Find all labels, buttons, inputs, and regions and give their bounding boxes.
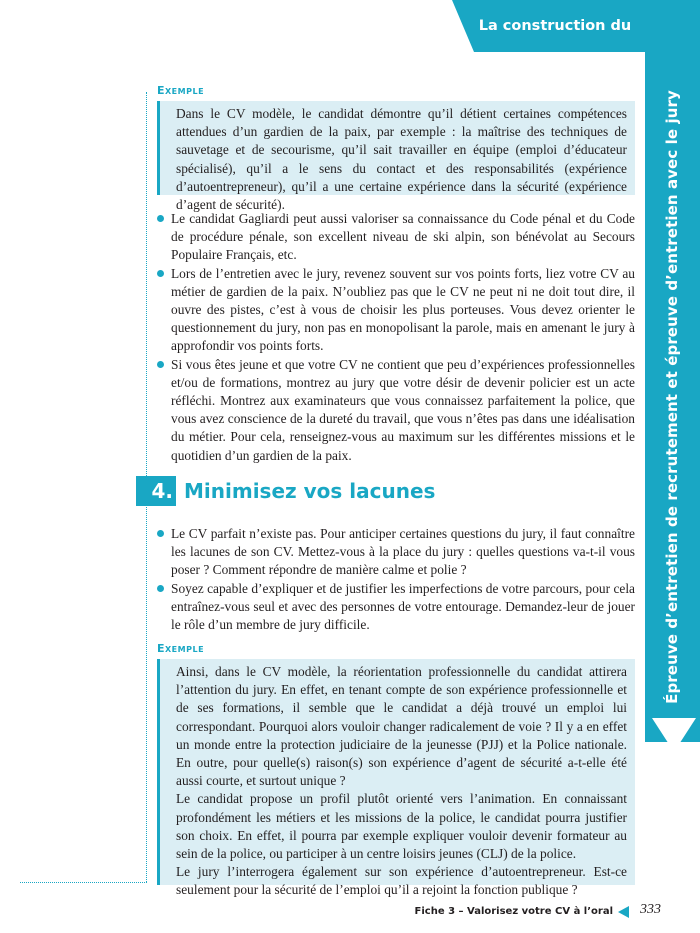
example-box xyxy=(157,659,635,898)
example-paragraph: Le jury l’interrogera également sur son expérience d’autoentrepreneur. Est-ce seulement pour la sécurité de l’emploi qu’il a rejoint la fonction publique ? xyxy=(176,864,627,898)
list-item xyxy=(157,356,635,465)
bullet-dot-icon xyxy=(157,361,164,368)
example-text: Dans le CV modèle, le candidat démontre qu’il détient certaines compétences attendues d’un gardien de la paix, par exemple : la maîtrise des techniques de sauvetage et de secourisme, qu’il sait travailler en équipe (emploi d’éducateur spécialisé), qu’il a le sens du contact et des responsabilités (expérience d’autoentrepreneur), qu’il a une certaine expérience dans la sécurité (expérience d’agent de sécurité). xyxy=(176,106,627,213)
list-item-text: Le candidat Gagliardi peut aussi valoriser sa connaissance du Code pénal et du Code de procédure pénale, son excellent niveau de ski alpin, son bénévolat au Secours Populaire Français, etc. xyxy=(171,211,635,263)
bullet-list xyxy=(157,525,635,634)
bullet-list xyxy=(157,210,635,465)
dotted-guide-horizontal xyxy=(20,882,147,883)
list-item-text: Soyez capable d’expliquer et de justifier les imperfections de votre parcours, pour cela entraînez-vous seul et avec des personnes de votre entourage. Demandez-leur de jouer le rôle d’un membre de jury difficile. xyxy=(171,580,635,633)
list-item xyxy=(157,580,635,635)
example-label: Exemple xyxy=(157,84,205,97)
list-item xyxy=(157,210,635,265)
example-paragraph: Ainsi, dans le CV modèle, la réorientation professionnelle du candidat attirera l’attention du jury. En effet, en tenant compte de son expérience professionnelle et de ses formations, il semble que le candidat a déjà trouvé un emploi lui correspondant. Pourquoi alors vouloir changer radicalement de voie ? Il y a en effet un monde entre la protection judiciaire de la jeunesse (PJJ) et la Police nationale. En outre, pour quelle(s) raison(s) son expérience d’agent de sécurité a-t-elle été aussi courte, et surtout unique ? xyxy=(176,664,627,789)
example-box xyxy=(157,101,635,213)
footer-text: Fiche 3 – Valorisez votre CV à l’oral xyxy=(414,906,613,917)
bullet-dot-icon xyxy=(157,585,164,592)
header-title: La construction du CV xyxy=(478,18,632,86)
bullet-dot-icon xyxy=(157,215,164,222)
page-number: 333 xyxy=(640,902,661,917)
side-chapter-title: Épreuve d’entretien de recrutement et épreuve d’entretien avec le jury xyxy=(663,90,681,704)
side-arrow-icon xyxy=(652,718,696,752)
example-paragraph: Le candidat propose un profil plutôt orienté vers l’animation. En connaissant profondément les métiers et les missions de la police, le candidat pourra justifier son choix. En effet, il pourra par exemple expliquer vouloir devenir formateur au sein de la police, ou participer à un centre loisirs jeunes (CLJ) de la police. xyxy=(176,791,627,862)
example-label: Exemple xyxy=(157,642,205,655)
section-number: 4. xyxy=(136,476,176,506)
list-item-text: Si vous êtes jeune et que votre CV ne contient que peu d’expériences professionnelles et/ou de formations, montrez au jury que votre désir de devenir policier est un acte réfléchi. Montrez aux examinateurs que vous connaissez parfaitement la police, que vous avez conscience de la dureté du travail, que vous n’êtes pas dans une idéalisation du métier. Pour cela, renseignez-vous au maximum sur les différentes missions et le quotidien d’un gardien de la paix. xyxy=(171,356,635,463)
section-title: Minimisez vos lacunes xyxy=(184,479,436,503)
footer-arrow-icon xyxy=(618,906,629,918)
list-item-text: Lors de l’entretien avec le jury, revenez souvent sur vos points forts, liez votre CV au métier de gardien de la paix. N’oubliez pas que le CV ne peut ni ne doit tout dire, il ouvre des pistes, c’est à vous de choisir les plus porteuses. Vous devez orienter le questionnement du jury, non pas en monopolisant la parole, mais en amenant le jury à approfondir vos points forts. xyxy=(171,265,635,354)
list-item xyxy=(157,525,635,580)
bullet-dot-icon xyxy=(157,270,164,277)
bullet-dot-icon xyxy=(157,530,164,537)
list-item xyxy=(157,265,635,356)
list-item-text: Le CV parfait n’existe pas. Pour anticiper certaines questions du jury, il faut connaître les lacunes de son CV. Mettez-vous à la place du jury : quelles questions va-t-il vous poser ? Comment répondre de manière calme et polie ? xyxy=(171,526,635,578)
